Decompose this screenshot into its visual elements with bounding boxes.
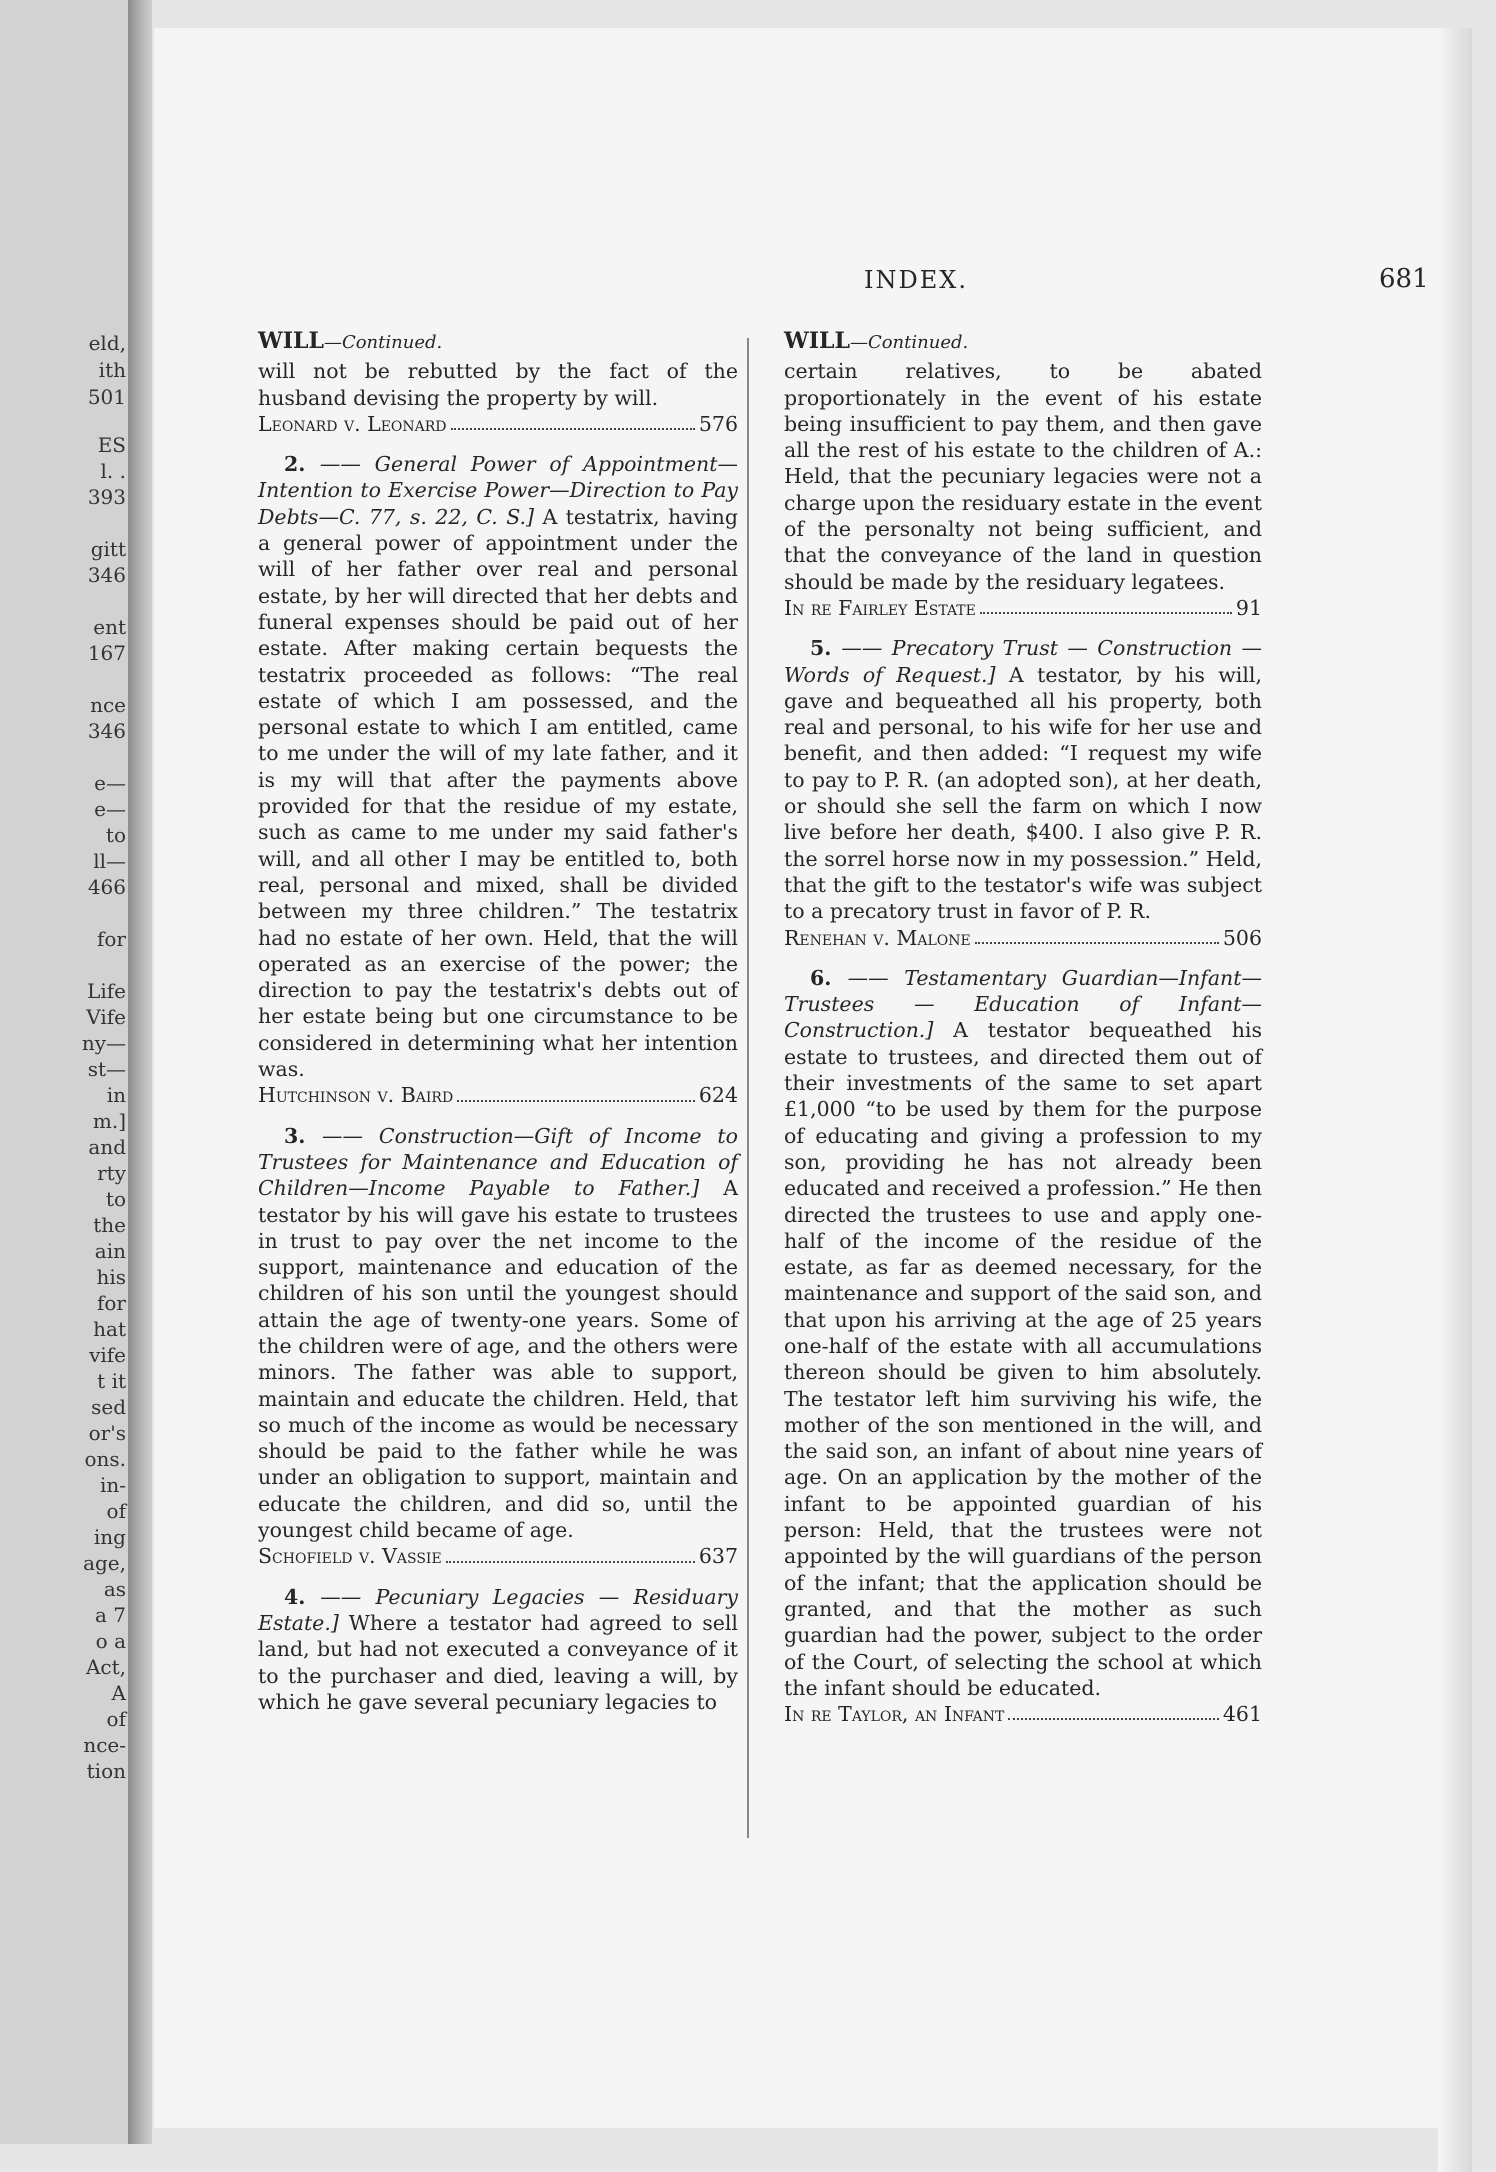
gutter-fragment: 167 [87, 641, 126, 665]
index-page [154, 28, 1472, 2128]
gutter-fragment: 393 [87, 485, 126, 509]
gutter-fragment: a 7 [94, 1603, 126, 1627]
case-reference [258, 411, 738, 437]
case-page: 624 [698, 1083, 738, 1108]
gutter-fragment: as [103, 1577, 126, 1601]
gutter-fragment: 346 [87, 563, 126, 587]
entry-headnote: —— Precatory Trust — Construction —Words of Request.] [784, 636, 1263, 687]
gutter-fragment: age, [83, 1551, 126, 1575]
case-reference [784, 595, 1262, 621]
case-reference [784, 925, 1262, 951]
entry-text: certain relatives, to be abated proportionately in the event of his estate being insufficient to pay them, and then gave all the rest of his estate to the children of A.: Held, that the pecuniary legacies were not a charge upon the residuary estate in the event of the personalty not being sufficient, and that the conveyance of the land in question should be made by the residuary legatees. [784, 359, 1262, 594]
case-page: 91 [1235, 595, 1262, 620]
gutter-fragment: eld, [88, 331, 126, 355]
column-divider [747, 338, 749, 1838]
entry-headnote: —— Construction—Gift of Income to Trustees for Maintenance and Education of Children—Income Payable to Father.] [258, 1123, 738, 1201]
left-column [258, 328, 738, 1729]
gutter-fragment: gitt [90, 537, 126, 561]
case-reference [784, 1701, 1262, 1727]
right-column [784, 328, 1262, 1741]
gutter-fragment: and [88, 1135, 126, 1159]
case-page: 506 [1222, 925, 1262, 950]
continuation-entry [784, 358, 1262, 621]
gutter-fragment: ain [94, 1239, 126, 1263]
gutter-fragment: in [106, 1083, 126, 1107]
entry-number: 3. [284, 1123, 322, 1148]
entry-headnote: —— Testamentary Guardian—Infant—Trustees — Education of Infant—Construction.] [784, 965, 1262, 1043]
index-entry [258, 1584, 738, 1715]
case-name: Leonard v. Leonard [258, 411, 447, 436]
gutter-fragment: for [96, 927, 126, 951]
gutter-fragment: m.] [92, 1109, 126, 1133]
gutter-fragment: e— [94, 771, 126, 795]
gutter-fragment: Life [87, 979, 126, 1003]
entry-text: A testator by his will gave his estate to trustees in trust to pay over the net income to the support, maintenance and education of the children of his son until the youngest should attain the age of twenty-one years. Some of the children were of age, and the others were minors. The father was able to support, maintain and educate the children. Held, that so much of the income as would be necessary should be paid to the father while he was under an obligation to support, maintain and educate the children, and did so, until the youngest child became of age. [258, 1176, 738, 1543]
page-binding-edge [128, 0, 152, 2144]
index-entry [784, 965, 1262, 1728]
adjacent-page-gutter [0, 0, 152, 2144]
gutter-fragment: of [106, 1499, 126, 1523]
entry-text: will not be rebutted by the fact of the husband devising the property by will. [258, 359, 738, 410]
gutter-fragment: of [106, 1707, 126, 1731]
gutter-fragment: ny— [81, 1031, 126, 1055]
gutter-fragment: for [96, 1291, 126, 1315]
case-reference [258, 1082, 738, 1108]
gutter-fragment: the [93, 1213, 126, 1237]
case-name: In re Taylor, an Infant [784, 1702, 1005, 1727]
gutter-fragment: Act, [85, 1655, 126, 1679]
gutter-fragment: Vife [86, 1005, 126, 1029]
case-page: 461 [1222, 1702, 1262, 1727]
gutter-fragment: o a [95, 1629, 126, 1653]
gutter-fragment: 501 [87, 385, 126, 409]
index-entry [258, 1123, 738, 1570]
entry-headnote: —— General Power of Appointment—Intention to Exercise Power—Direction to Pay Debts—C. 77, s. 22, C. S.] [258, 452, 738, 529]
gutter-fragment: ons. [84, 1447, 126, 1471]
header-title: INDEX. [864, 266, 968, 294]
entry-text: A testator, by his will, gave and bequeathed all his property, both real and personal, to his wife for her use and benefit, and then added: “I request my wife to pay to P. R. (an adopted son), at her death, or should she sell the farm on which I now live before her death, $400. I also give P. R. the sorrel horse now in my possession.” Held, that the gift to the testator's wife was subject to a precatory trust in favor of P. R. [784, 662, 1262, 924]
running-header [154, 266, 1472, 302]
gutter-fragment: or's [88, 1421, 126, 1445]
entry-number: 5. [810, 636, 842, 661]
case-page: 576 [698, 411, 738, 436]
gutter-fragment: ll— [93, 849, 126, 873]
entry-text: A testator bequeathed his estate to trustees, and directed them out of their investments of the same to set apart £1,000 “to be used by them for the purpose of educating and giving a profession to my son, providing he has not already been educated and received a profession.” He then directed the trustees to use and apply one-half of the income of the residue of the estate, as far as deemed necessary, for the maintenance and support of the said son, and that upon his arriving at the age of 25 years one-half of the estate with all accumulations thereon should be given to him absolutely. The testator left him surviving his wife, the mother of the son mentioned in the will, and the said son, an infant of about nine years of age. On an application by the mother of the infant to be appointed guardian of his person: Held, that the trustees were not appointed by the will guardians of the person of the infant; that the application should be granted, and that the mother as such guardian had the power, subject to the order of the Court, of selecting the school at which the infant should be educated. [784, 1018, 1263, 1700]
gutter-fragment: hat [93, 1317, 126, 1341]
gutter-fragment: to [105, 823, 126, 847]
gutter-fragment: vife [89, 1343, 126, 1367]
gutter-fragment: t it [97, 1369, 126, 1393]
gutter-fragment: 466 [87, 875, 126, 899]
entry-number: 4. [284, 1584, 321, 1609]
entry-headnote: —— Pecuniary Legacies — Residuary Estate.] [258, 1584, 739, 1635]
gutter-fragment: in- [99, 1473, 126, 1497]
gutter-fragment: 346 [87, 719, 126, 743]
page-edge-shade [1438, 28, 1472, 2172]
gutter-fragment: ith [98, 358, 126, 382]
case-name: Renehan v. Malone [784, 925, 971, 950]
entry-text: Where a testator had agreed to sell land, but had not executed a conveyance of it to the purchaser and died, leaving a will, by which he gave several pecuniary legacies to [258, 1610, 738, 1714]
entry-number: 2. [284, 452, 320, 477]
gutter-fragment: ing [93, 1525, 126, 1549]
gutter-fragment: nce [90, 693, 126, 717]
gutter-fragment: nce- [83, 1733, 126, 1757]
index-entry [784, 635, 1262, 951]
gutter-fragment: sed [91, 1395, 126, 1419]
index-entry [258, 451, 738, 1108]
case-name: In re Fairley Estate [784, 595, 976, 620]
gutter-fragment: e— [94, 797, 126, 821]
case-page: 637 [698, 1544, 738, 1569]
gutter-fragment: ent [93, 615, 126, 639]
gutter-fragment: tion [86, 1759, 126, 1783]
gutter-fragment: to [105, 1187, 126, 1211]
gutter-fragment: rty [97, 1161, 126, 1185]
gutter-fragment: l. . [100, 459, 126, 483]
gutter-fragment: ES [97, 433, 126, 457]
gutter-fragment: A [111, 1681, 126, 1705]
gutter-fragment: st— [87, 1057, 126, 1081]
continuation-entry [258, 358, 738, 437]
entry-number: 6. [810, 965, 848, 990]
column-heading: WILL—Continued. [258, 328, 443, 354]
case-reference [258, 1543, 738, 1569]
page-number: 681 [1379, 264, 1429, 294]
gutter-fragment: his [96, 1265, 126, 1289]
entry-text: A testatrix, having a general power of appointment under the will of her father over real and personal estate, by her will directed that her debts and funeral expenses should be paid out of her estate. After making certain bequests the testatrix proceeded as follows: “The real estate of which I am possessed, and the personal estate to which I am entitled, came to me under the will of my late father, and it is my will that after the payments above provided for that the residue of my estate, such as came to me under my said father's will, and all other I may be entitled to, both real, personal and mixed, shall be divided between my three children.” The testatrix had no estate of her own. Held, that the will operated as an exercise of the power; the direction to pay the testatrix's debts out of her estate being but one circumstance to be considered in determining what her intention was. [258, 504, 738, 1082]
column-heading: WILL—Continued. [784, 328, 969, 354]
case-name: Schofield v. Vassie [258, 1544, 442, 1569]
case-name: Hutchinson v. Baird [258, 1083, 454, 1108]
